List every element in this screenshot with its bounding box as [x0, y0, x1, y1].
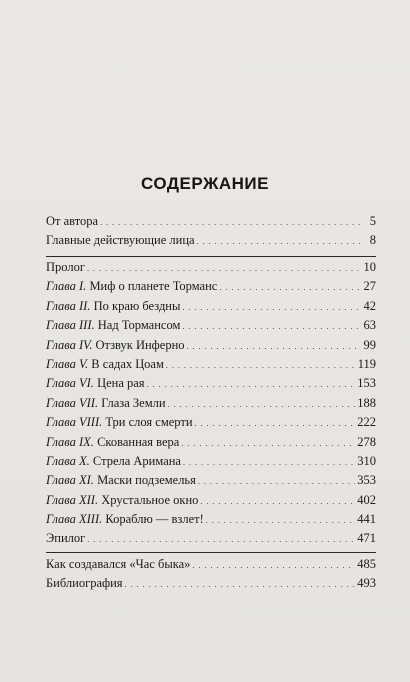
- toc-chapter-title: Эпилог: [46, 531, 86, 546]
- leader-dots: [182, 298, 360, 317]
- leader-dots: [198, 472, 355, 491]
- toc-chapter-title: Как создавался «Час быка»: [46, 557, 191, 571]
- page-title: СОДЕРЖАНИЕ: [141, 174, 269, 193]
- toc-entry: [46, 374, 376, 393]
- toc-chapter-number: Глава XII.: [46, 492, 99, 507]
- toc-page-number: 27: [363, 279, 376, 294]
- toc-entry: [46, 277, 376, 296]
- leader-dots: [125, 575, 356, 594]
- toc-page-number: 42: [363, 298, 376, 313]
- toc-entry-title: [46, 258, 85, 277]
- toc-chapter-title: Маски подземелья: [97, 473, 196, 488]
- toc-page-number: 10: [363, 260, 376, 274]
- leader-dots: [166, 356, 356, 375]
- toc-entry: [46, 316, 376, 335]
- toc-chapter-number: Глава VI.: [46, 376, 94, 391]
- leader-dots: [219, 278, 360, 297]
- leader-dots: [168, 395, 356, 414]
- toc-page-number: 278: [357, 434, 376, 449]
- toc-page-number: 441: [357, 512, 376, 527]
- toc-entry-title: [46, 452, 181, 471]
- toc-page-number: 353: [357, 473, 376, 488]
- toc-chapter-title: Пролог: [46, 260, 85, 274]
- toc-page-number: 485: [357, 557, 376, 571]
- toc-entry-title: [46, 433, 179, 452]
- toc-entry: [46, 433, 376, 452]
- toc-entry: [46, 297, 376, 316]
- toc-chapter-title: По краю бездны: [93, 298, 181, 313]
- toc-entry-title: [46, 471, 196, 490]
- toc-chapter-number: Глава V.: [46, 356, 89, 371]
- leader-dots: [147, 375, 356, 394]
- toc-group-back-matter: [46, 555, 376, 594]
- toc-page-number: 222: [357, 415, 376, 430]
- toc-page-number: 63: [363, 318, 376, 333]
- toc-entry: [46, 258, 376, 277]
- toc-chapter-number: Глава XIII.: [46, 512, 103, 527]
- divider-line: [46, 256, 376, 257]
- toc-entry-title: [46, 394, 166, 413]
- toc-chapter-title: Скованная вера: [97, 434, 180, 449]
- toc-entry: [46, 212, 376, 231]
- toc-entry-title: [46, 574, 123, 593]
- toc-chapter-number: Глава II.: [46, 298, 91, 313]
- divider-line: [46, 552, 376, 553]
- toc-entry-title: [46, 297, 180, 316]
- toc-page-number: 493: [357, 576, 376, 591]
- toc-chapter-title: Три слоя смерти: [105, 415, 193, 430]
- toc-entry-title: [46, 491, 198, 510]
- leader-dots: [183, 453, 355, 472]
- toc-chapter-number: Глава IV.: [46, 337, 93, 352]
- toc-chapter-title: Глаза Земли: [101, 395, 166, 410]
- toc-entry-title: [46, 231, 195, 250]
- toc-chapter-title: Главные действующие лица: [46, 233, 195, 248]
- toc-page-number: 99: [363, 337, 376, 352]
- toc-entry-title: [46, 336, 185, 355]
- leader-dots: [181, 434, 355, 453]
- leader-dots: [195, 414, 356, 433]
- toc-page-number: 5: [369, 214, 376, 228]
- toc-group-chapters: [46, 258, 376, 549]
- toc-chapter-title: В садах Цоам: [91, 356, 164, 371]
- leader-dots: [187, 337, 360, 356]
- leader-dots: [197, 232, 360, 251]
- leader-dots: [87, 259, 360, 278]
- toc-chapter-number: Глава XI.: [46, 473, 94, 488]
- leader-dots: [206, 511, 355, 530]
- toc-chapter-title: Библиография: [46, 576, 123, 591]
- toc-page-number: 310: [357, 453, 376, 468]
- toc-chapter-number: Глава IX.: [46, 434, 94, 449]
- toc-chapter-number: Глава VIII.: [46, 415, 103, 430]
- toc-entry-title: [46, 316, 180, 335]
- toc-chapter-title: Цена рая: [97, 376, 145, 391]
- bleed-through-text-top: [40, 40, 380, 175]
- toc-entry-title: [46, 355, 164, 374]
- toc-entry: [46, 452, 376, 471]
- toc-chapter-title: Над Тормансом: [97, 318, 181, 333]
- toc-chapter-title: От автора: [46, 214, 99, 228]
- toc-entry: [46, 574, 376, 593]
- toc-chapter-title: Кораблю — взлет!: [105, 512, 204, 527]
- toc-entry-title: [46, 374, 145, 393]
- toc-chapter-title: Стрела Аримана: [92, 453, 181, 468]
- toc-entry-title: [46, 212, 98, 231]
- toc-page-number: 153: [357, 376, 376, 391]
- toc-entry-title: [46, 413, 193, 432]
- toc-chapter-title: Миф о планете Торманс: [89, 279, 218, 294]
- toc-entry: [46, 491, 376, 510]
- toc-entry: [46, 336, 376, 355]
- toc-entry: [46, 231, 376, 250]
- toc-entry-title: [46, 529, 85, 548]
- toc-page-number: 402: [357, 492, 376, 507]
- toc-chapter-number: Глава X.: [46, 453, 90, 468]
- toc-entry: [46, 471, 376, 490]
- leader-dots: [182, 317, 360, 336]
- toc-entry-title: [46, 510, 204, 529]
- toc-page-number: 119: [357, 356, 376, 371]
- leader-dots: [87, 530, 355, 549]
- toc-chapter-number: Глава VII.: [46, 395, 99, 410]
- toc-chapter-number: Глава III.: [46, 318, 95, 333]
- toc-entry-title: [46, 555, 190, 574]
- toc-entry: [46, 529, 376, 548]
- toc-group-front-matter: [46, 212, 376, 251]
- leader-dots: [192, 556, 355, 575]
- toc-chapter-title: Отзвук Инферно: [95, 337, 185, 352]
- toc-chapter-title: Хрустальное окно: [101, 492, 199, 507]
- toc-entry: [46, 555, 376, 574]
- toc-page-number: 188: [357, 395, 376, 410]
- toc-entry-title: [46, 277, 217, 296]
- toc-entry: [46, 355, 376, 374]
- toc-page-number: 8: [369, 233, 376, 248]
- toc-page-number: 471: [357, 531, 376, 546]
- leader-dots: [100, 213, 360, 232]
- toc-entry: [46, 510, 376, 529]
- toc-entry: [46, 413, 376, 432]
- toc-chapter-number: Глава I.: [46, 279, 87, 294]
- toc-entry: [46, 394, 376, 413]
- leader-dots: [200, 492, 355, 511]
